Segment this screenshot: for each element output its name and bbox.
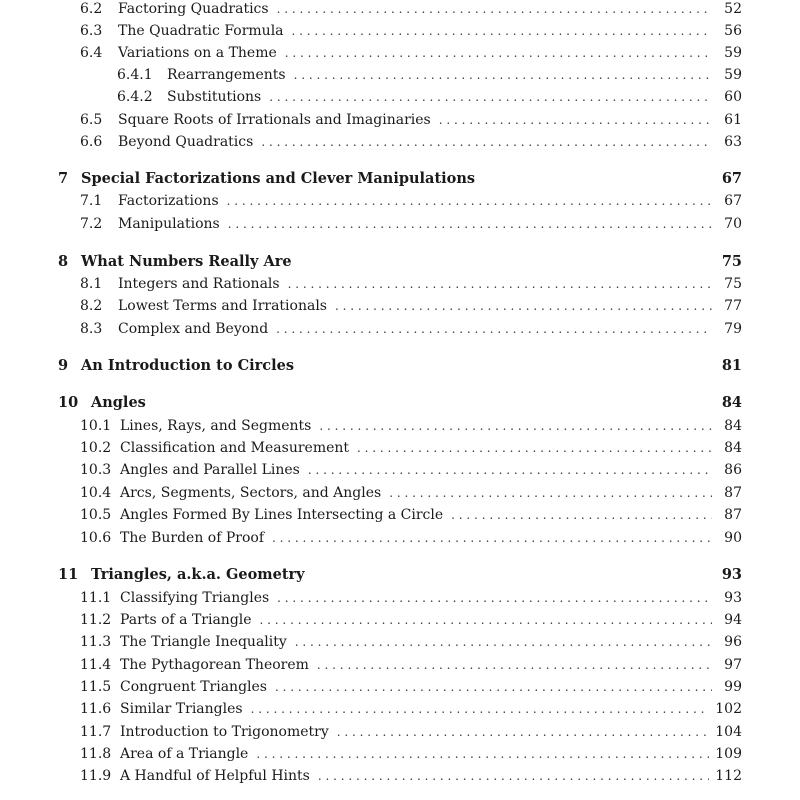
toc-entry-title: Lines, Rays, and Segments — [120, 418, 312, 434]
toc-entry-page-number: 99 — [724, 679, 742, 695]
toc-entry-page-number: 52 — [724, 1, 742, 17]
toc-subsection-entry — [117, 86, 742, 108]
toc-entry-title: Angles and Parallel Lines — [120, 462, 300, 478]
toc-dot-leader — [451, 504, 712, 526]
toc-section-entry — [80, 482, 742, 504]
toc-entry-page-number: 67 — [724, 193, 742, 209]
toc-entry-number: 6.4.2 — [117, 89, 153, 105]
toc-entry-number: 6.5 — [80, 112, 103, 128]
toc-dot-leader — [337, 721, 710, 743]
toc-entry-page-number: 84 — [724, 418, 742, 434]
toc-chapter-entry — [58, 251, 742, 273]
toc-entry-title: Parts of a Triangle — [120, 612, 252, 628]
toc-dot-leader — [227, 190, 712, 212]
toc-entry-number: 10.2 — [80, 440, 112, 456]
toc-entry-title: Introduction to Trigonometry — [120, 724, 329, 740]
toc-entry-number: 8.3 — [80, 321, 103, 337]
toc-entry-page-number: 94 — [724, 612, 742, 628]
toc-entry-title: The Triangle Inequality — [120, 634, 287, 650]
toc-entry-page-number: 60 — [724, 89, 742, 105]
toc-dot-leader — [335, 295, 712, 317]
toc-entry-page-number: 75 — [721, 253, 742, 270]
toc-entry-number: 11.1 — [80, 590, 112, 606]
toc-section-entry — [80, 273, 742, 295]
toc-dot-leader — [228, 213, 712, 235]
toc-section-entry — [80, 676, 742, 698]
toc-entry-number: 6.6 — [80, 134, 103, 150]
toc-entry-title: Factorizations — [118, 193, 219, 209]
toc-dot-leader — [275, 676, 712, 698]
toc-entry-title: A Handful of Helpful Hints — [120, 768, 310, 784]
toc-section-entry — [80, 721, 742, 743]
toc-section-entry — [80, 131, 742, 153]
toc-entry-page-number: 93 — [724, 590, 742, 606]
toc-dot-leader — [319, 415, 712, 437]
toc-section-entry — [80, 437, 742, 459]
toc-entry-page-number: 104 — [715, 724, 742, 740]
toc-entry-page-number: 93 — [721, 566, 742, 583]
toc-dot-leader — [260, 609, 712, 631]
toc-dot-leader — [308, 459, 712, 481]
toc-entry-title: Angles — [91, 394, 146, 411]
toc-dot-leader — [261, 131, 712, 153]
toc-entry-number: 10.3 — [80, 462, 112, 478]
toc-section-entry — [80, 42, 742, 64]
toc-entry-title: Arcs, Segments, Sectors, and Angles — [120, 485, 382, 501]
toc-dot-leader — [292, 20, 712, 42]
toc-entry-title: Triangles, a.k.a. Geometry — [91, 566, 305, 583]
toc-entry-page-number: 75 — [724, 276, 742, 292]
toc-dot-leader — [272, 527, 712, 549]
toc-entry-title: Rearrangements — [167, 67, 286, 83]
toc-entry-page-number: 59 — [724, 67, 742, 83]
toc-dot-leader — [317, 654, 712, 676]
toc-entry-page-number: 84 — [724, 440, 742, 456]
toc-entry-number: 11.2 — [80, 612, 112, 628]
toc-chapter-entry — [58, 564, 742, 586]
toc-entry-page-number: 77 — [724, 298, 742, 314]
toc-entry-number: 11.3 — [80, 634, 112, 650]
toc-entry-number: 6.4 — [80, 45, 103, 61]
toc-entry-number: 7.2 — [80, 216, 103, 232]
toc-section-entry — [80, 504, 742, 526]
toc-dot-leader — [269, 86, 712, 108]
toc-dot-leader — [277, 0, 712, 20]
toc-entry-title: Similar Triangles — [120, 701, 243, 717]
toc-entry-number: 8.1 — [80, 276, 103, 292]
toc-entry-title: Square Roots of Irrationals and Imaginaries — [118, 112, 431, 128]
toc-entry-number: 11.6 — [80, 701, 112, 717]
toc-dot-leader — [276, 318, 712, 340]
toc-entry-title: Classifying Triangles — [120, 590, 270, 606]
toc-chapter-entry — [58, 355, 742, 377]
toc-dot-leader — [295, 631, 712, 653]
toc-entry-number: 11.7 — [80, 724, 112, 740]
toc-section-entry — [80, 0, 742, 20]
toc-section-entry — [80, 765, 742, 787]
toc-entry-number: 11.9 — [80, 768, 112, 784]
toc-entry-title: Special Factorizations and Clever Manipulations — [81, 170, 476, 187]
toc-entry-number: 11.5 — [80, 679, 112, 695]
toc-entry-page-number: 59 — [724, 45, 742, 61]
toc-dot-leader — [357, 437, 712, 459]
toc-section-entry — [80, 415, 742, 437]
toc-entry-title: What Numbers Really Are — [81, 253, 292, 270]
toc-entry-page-number: 90 — [724, 530, 742, 546]
toc-section-entry — [80, 20, 742, 42]
toc-entry-page-number: 87 — [724, 485, 742, 501]
toc-entry-page-number: 63 — [724, 134, 742, 150]
toc-entry-page-number: 56 — [724, 23, 742, 39]
toc-entry-title: Substitutions — [167, 89, 262, 105]
toc-section-entry — [80, 587, 742, 609]
toc-entry-number: 9 — [58, 357, 69, 374]
toc-section-entry — [80, 698, 742, 720]
toc-chapter-entry — [58, 392, 742, 414]
toc-entry-number: 8.2 — [80, 298, 103, 314]
toc-dot-leader — [439, 109, 712, 131]
toc-entry-number: 10.6 — [80, 530, 112, 546]
toc-entry-page-number: 70 — [724, 216, 742, 232]
toc-entry-number: 11.8 — [80, 746, 112, 762]
toc-entry-page-number: 109 — [715, 746, 742, 762]
toc-entry-page-number: 81 — [721, 357, 742, 374]
toc-entry-title: Variations on a Theme — [118, 45, 277, 61]
toc-entry-number: 10.4 — [80, 485, 112, 501]
toc-entry-page-number: 102 — [715, 701, 742, 717]
toc-dot-leader — [318, 765, 709, 787]
toc-entry-page-number: 79 — [724, 321, 742, 337]
toc-entry-number: 8 — [58, 253, 69, 270]
toc-entry-title: Classification and Measurement — [120, 440, 350, 456]
toc-entry-title: Complex and Beyond — [118, 321, 269, 337]
toc-entry-number: 7 — [58, 170, 69, 187]
toc-entry-title: Angles Formed By Lines Intersecting a Circle — [120, 507, 444, 523]
toc-entry-title: The Burden of Proof — [120, 530, 265, 546]
toc-entry-title: Integers and Rationals — [118, 276, 280, 292]
toc-section-entry — [80, 318, 742, 340]
toc-entry-number: 6.4.1 — [117, 67, 153, 83]
toc-section-entry — [80, 459, 742, 481]
toc-entry-page-number: 112 — [715, 768, 742, 784]
toc-entry-title: Area of a Triangle — [120, 746, 249, 762]
toc-section-entry — [80, 609, 742, 631]
toc-section-entry — [80, 295, 742, 317]
toc-entry-title: The Pythagorean Theorem — [120, 657, 309, 673]
toc-entry-number: 11 — [58, 566, 79, 583]
toc-section-entry — [80, 654, 742, 676]
toc-dot-leader — [256, 743, 709, 765]
toc-entry-number: 7.1 — [80, 193, 103, 209]
toc-dot-leader — [389, 482, 712, 504]
toc-entry-title: Manipulations — [118, 216, 220, 232]
toc-entry-page-number: 67 — [721, 170, 742, 187]
toc-entry-page-number: 86 — [724, 462, 742, 478]
toc-entry-page-number: 84 — [721, 394, 742, 411]
toc-dot-leader — [285, 42, 712, 64]
toc-entry-number: 10.1 — [80, 418, 112, 434]
toc-entry-page-number: 97 — [724, 657, 742, 673]
toc-entry-page-number: 96 — [724, 634, 742, 650]
toc-section-entry — [80, 213, 742, 235]
toc-entry-title: Lowest Terms and Irrationals — [118, 298, 327, 314]
toc-entry-title: Beyond Quadratics — [118, 134, 254, 150]
toc-entry-title: An Introduction to Circles — [81, 357, 294, 374]
toc-section-entry — [80, 109, 742, 131]
toc-entry-title: The Quadratic Formula — [118, 23, 284, 39]
toc-section-entry — [80, 527, 742, 549]
toc-entry-number: 6.3 — [80, 23, 103, 39]
toc-entry-number: 10.5 — [80, 507, 112, 523]
toc-dot-leader — [294, 64, 712, 86]
toc-entry-page-number: 61 — [724, 112, 742, 128]
toc-section-entry — [80, 631, 742, 653]
toc-dot-leader — [251, 698, 710, 720]
toc-entry-number: 11.4 — [80, 657, 112, 673]
toc-chapter-entry — [58, 168, 742, 190]
toc-dot-leader — [288, 273, 712, 295]
toc-section-entry — [80, 190, 742, 212]
toc-entry-number: 10 — [58, 394, 79, 411]
toc-dot-leader — [277, 587, 712, 609]
toc-subsection-entry — [117, 64, 742, 86]
toc-entry-title: Factoring Quadratics — [118, 1, 269, 17]
toc-entry-page-number: 87 — [724, 507, 742, 523]
toc-section-entry — [80, 743, 742, 765]
toc-entry-number: 6.2 — [80, 1, 103, 17]
toc-entry-title: Congruent Triangles — [120, 679, 267, 695]
